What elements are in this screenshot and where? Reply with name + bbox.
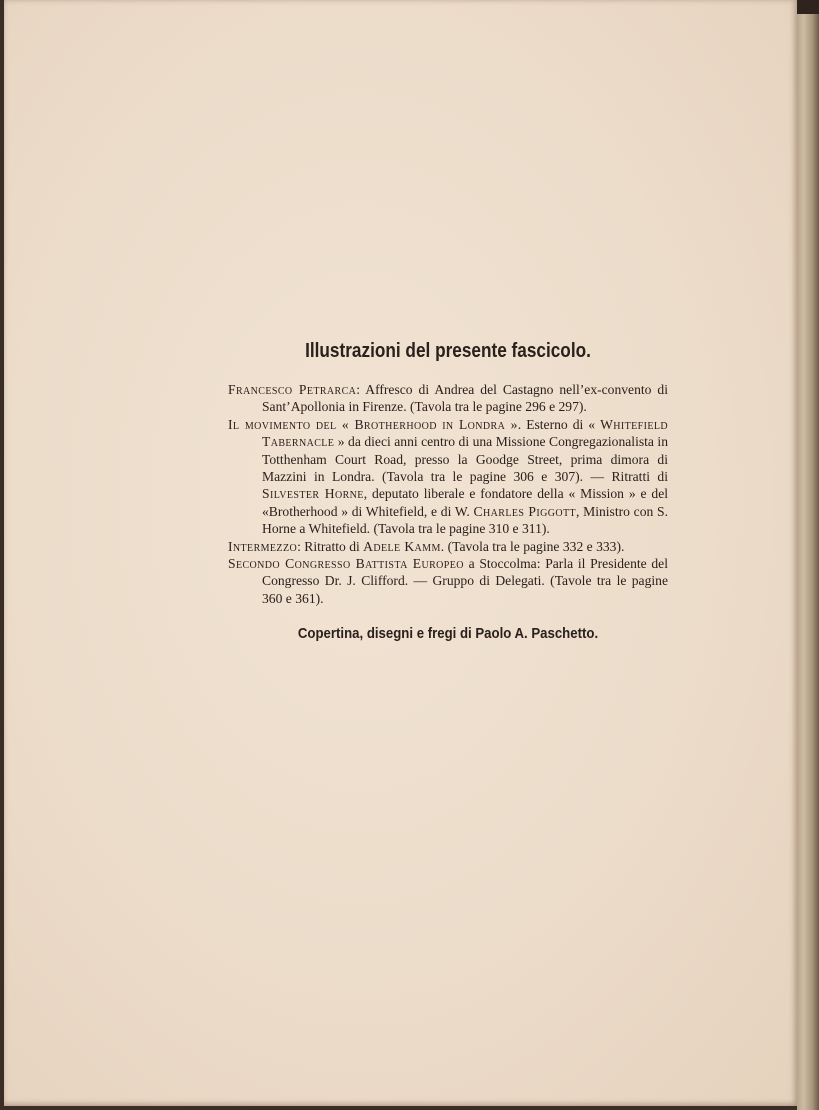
entry-text: a Stoccolma: Parla il Presidente del Congresso Dr. J. Clifford. — Gruppo di Delegati. (Tavole tra le pagine 360 e 361). xyxy=(262,556,668,606)
entry-name: Silvester Horne xyxy=(262,486,364,502)
entry-label: Secondo Congresso Battista Europeo xyxy=(228,556,464,572)
list-item-intermezzo xyxy=(228,538,668,555)
entry-text: , deputato liberale e fondatore della « Mission » e del «Brotherhood » di Whitefield, e di W. xyxy=(262,486,669,519)
entry-label: Francesco Petrarca xyxy=(228,382,357,397)
entry-name: Adele Kamm xyxy=(363,538,441,554)
volume-edge xyxy=(797,0,819,1110)
entry-separator: . xyxy=(517,416,527,432)
credits-line: Copertina, disegni e fregi di Paolo A. Paschetto. xyxy=(297,625,599,643)
entry-label: Il movimento del « Brotherhood in Londra » xyxy=(228,416,518,432)
list-item-brotherhood xyxy=(228,416,668,538)
entry-separator: : xyxy=(297,538,305,554)
entry-name: Whitefield Tabernacle xyxy=(262,416,668,450)
page-title: Illustrazioni del presente fascicolo. xyxy=(305,340,591,362)
entry-text: » da dieci anni centro di una Missione Congregazionalista in Totthenham Court Road, presso la Goodge Street, prima dimora di Mazzini in Londra. (Tavola tra le pagine 306 e 307). — Ritratti di xyxy=(262,434,668,485)
illustrations-list xyxy=(228,340,668,642)
entry-text: Esterno di « xyxy=(526,416,601,432)
entry-text: Ritratto di xyxy=(304,538,364,554)
entry-name: Charles Piggott xyxy=(473,503,576,519)
entry-separator: : xyxy=(356,382,366,397)
list-item-petrarca xyxy=(228,381,668,416)
list-item-congresso xyxy=(228,555,668,607)
entry-label: Intermezzo xyxy=(228,538,298,554)
entry-text: Affresco di Andrea del Castagno nell’ex-convento di Sant’Apollonia in Firenze. (Tavola tra le pagine 296 e 297). xyxy=(262,382,668,415)
entry-text: . (Tavola tra le pagine 332 e 333). xyxy=(440,538,625,554)
page-sheet xyxy=(4,0,797,1106)
entry-text: , Ministro con S. Horne a Whitefield. (Tavola tra le pagine 310 e 311). xyxy=(262,503,668,537)
